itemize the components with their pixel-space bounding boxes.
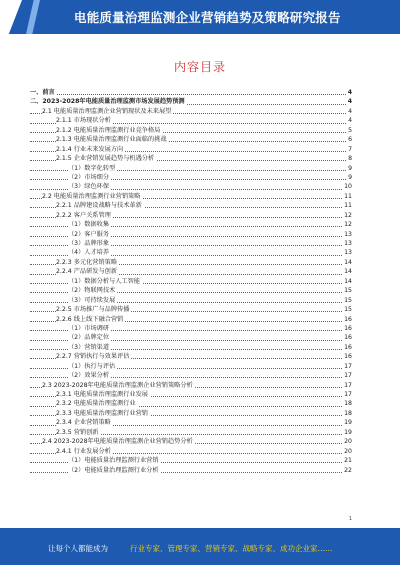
toc-entry-page: 12 — [344, 221, 352, 229]
toc-entry-page: 14 — [344, 268, 352, 276]
toc-entry-page: 21 — [344, 457, 352, 465]
toc-entry-label: 2.1.1 市场现状分析 — [56, 117, 111, 125]
toc-entry[interactable] — [30, 220, 352, 229]
toc-entry[interactable] — [30, 211, 352, 220]
toc-entry[interactable] — [30, 390, 352, 399]
toc-entry-page: 16 — [344, 334, 352, 342]
header-decoration — [0, 0, 22, 34]
toc-entry-page: 17 — [344, 391, 352, 398]
toc-entry[interactable] — [30, 418, 352, 427]
toc-entry-page: 15 — [344, 296, 352, 304]
toc-entry-page: 6 — [348, 136, 352, 144]
toc-entry[interactable] — [30, 296, 352, 305]
toc-entry-label: 2.3.5 营销创新 — [56, 428, 99, 436]
toc-entry-label: 2.3.3 电能质量治理监测行业营销 — [56, 409, 148, 417]
toc-entry[interactable] — [30, 466, 352, 475]
toc-entry[interactable] — [30, 154, 352, 163]
toc-entry-label: 2.2.6 线上线下融合营销 — [56, 315, 124, 323]
toc-entry-label: （4）人才培养 — [68, 249, 110, 257]
report-title: 电能质量治理监测企业营销趋势及策略研究报告 — [74, 10, 341, 25]
toc-entry-page: 5 — [348, 126, 352, 134]
toc-entry[interactable] — [30, 286, 352, 295]
toc-entry-label: 一、前言 — [30, 89, 55, 96]
toc-entry-label: 2.3.2 电能质量治理监测行业 — [56, 400, 136, 408]
toc-entry[interactable] — [30, 324, 352, 333]
toc-entry-page: 11 — [344, 202, 352, 210]
toc-entry[interactable] — [30, 258, 352, 267]
header-bar — [0, 0, 400, 34]
toc-entry-label: 2.1.3 电能质量治理监测行业面临的挑战 — [56, 136, 167, 144]
toc-entry-page: 16 — [344, 324, 352, 332]
toc-entry-page: 18 — [344, 400, 352, 408]
toc-entry[interactable] — [30, 164, 352, 173]
toc-entry-label: （2）电能质量治理监测行业分析 — [68, 466, 159, 474]
toc-entry-page: 16 — [344, 343, 352, 351]
toc-entry-label: 2.3.4 企业营销策略 — [56, 419, 111, 427]
toc-entry[interactable] — [30, 277, 352, 286]
toc-entry-page: 4 — [347, 98, 352, 106]
toc-entry[interactable] — [30, 107, 352, 116]
toc-entry-page: 15 — [344, 287, 352, 295]
toc-entry-label: 2.2.5 市场推广与品牌传播 — [56, 306, 130, 314]
toc-leader-dots — [30, 94, 352, 95]
toc-entry-label: （3）绿色环保 — [68, 183, 110, 191]
toc-entry-label: （1）电能质量治理监测行业营销 — [68, 457, 159, 465]
toc-entry[interactable] — [30, 97, 352, 106]
toc-entry[interactable] — [30, 399, 352, 408]
toc-entry-label: （2）物联网技术 — [68, 287, 116, 295]
toc-entry-label: 2.2.7 营销执行与效果评估 — [56, 353, 130, 361]
toc-entry-label: （1）数据收集 — [68, 221, 110, 229]
toc-entry-page: 22 — [344, 466, 352, 474]
toc-entry[interactable] — [30, 362, 352, 371]
toc-entry[interactable] — [30, 192, 352, 201]
toc-entry[interactable] — [30, 88, 352, 97]
toc-entry-page: 9 — [348, 173, 352, 181]
toc-entry[interactable] — [30, 305, 352, 314]
toc-entry-label: 2.3.1 电能质量治理监测行业发展 — [56, 391, 148, 398]
toc-entry-label: 2.3 2023-2028年电能质量治理监测企业营销策略分析 — [42, 381, 193, 389]
toc-entry-page: 7 — [348, 145, 352, 153]
toc-entry[interactable] — [30, 145, 352, 154]
toc-entry[interactable] — [30, 428, 352, 437]
toc-entry-page: 14 — [344, 277, 352, 285]
toc-entry-label: （2）品牌定位 — [68, 334, 110, 342]
toc-entry-page: 20 — [344, 447, 352, 455]
toc-entry-label: （3）营销渠道 — [68, 343, 110, 351]
toc-entry-page: 16 — [344, 353, 352, 361]
toc-entry-page: 12 — [344, 211, 352, 219]
page-number: 1 — [348, 516, 352, 522]
toc-entry-page: 13 — [344, 240, 352, 247]
toc-entry-label: 2.4 2023-2028年电能质量治理监测企业营销趋势分析 — [42, 438, 193, 446]
toc-entry-label: （1）市场调研 — [68, 324, 110, 332]
table-of-contents — [30, 88, 352, 475]
toc-entry-page: 16 — [344, 315, 352, 323]
toc-entry-page: 17 — [344, 362, 352, 370]
toc-entry-page: 4 — [348, 117, 352, 125]
toc-entry-label: 2.2 电能质量治理监测行业营销策略 — [42, 192, 141, 200]
footer-slogan: 行业专家、管理专家、营销专家、战略专家、成功企业家…… — [130, 544, 333, 553]
toc-entry-label: 2.1.5 企业营销发展趋势与机遇分析 — [56, 155, 155, 163]
toc-entry-label: （2）市场细分 — [68, 173, 110, 181]
toc-entry-label: 2.2.4 产品研发与创新 — [56, 268, 118, 276]
toc-entry[interactable] — [30, 230, 352, 239]
toc-entry-page: 9 — [348, 164, 352, 172]
toc-entry-label: 2.1 电能质量治理监测企业营销现状及未来展望 — [42, 107, 172, 115]
toc-entry-label: 2.4.1 行业发展分析 — [56, 447, 111, 455]
toc-entry[interactable] — [30, 409, 352, 418]
toc-entry[interactable] — [30, 173, 352, 182]
toc-entry[interactable] — [30, 371, 352, 380]
toc-entry-label: 2.2.2 客户关系管理 — [56, 211, 111, 219]
toc-entry[interactable] — [30, 182, 352, 191]
toc-entry[interactable] — [30, 116, 352, 125]
toc-entry-page: 11 — [344, 192, 352, 200]
toc-entry[interactable] — [30, 437, 352, 446]
toc-entry-page: 4 — [348, 107, 352, 115]
toc-entry-page: 17 — [344, 372, 352, 380]
toc-entry-page: 19 — [344, 428, 352, 436]
header-decoration-stripe — [26, 0, 40, 34]
footer-bar — [0, 528, 400, 565]
toc-entry[interactable] — [30, 135, 352, 144]
toc-entry-page: 20 — [344, 438, 352, 446]
toc-entry[interactable] — [30, 248, 352, 257]
toc-entry-label: （1）数字化转型 — [68, 164, 116, 172]
toc-entry[interactable] — [30, 447, 352, 456]
toc-entry[interactable] — [30, 333, 352, 342]
footer-lead: 让每个人都能成为 — [48, 544, 108, 553]
toc-entry-label: （3）可持续发展 — [68, 296, 116, 304]
toc-entry-label: 2.2.3 多元化营销策略 — [56, 258, 118, 266]
toc-entry-label: （3）品牌形象 — [68, 240, 110, 247]
toc-entry[interactable] — [30, 352, 352, 361]
toc-entry-label: （1）执行与评估 — [68, 362, 116, 370]
toc-entry-label: 2.2.1 品牌建设战略与技术革新 — [56, 202, 142, 210]
toc-entry[interactable] — [30, 126, 352, 135]
toc-entry-label: 2.1.4 行业未来发展方向 — [56, 145, 124, 153]
toc-entry-page: 10 — [344, 183, 352, 191]
toc-heading: 内容目录 — [173, 60, 226, 74]
toc-entry-page: 8 — [348, 155, 352, 163]
toc-entry[interactable] — [30, 381, 352, 390]
toc-entry[interactable] — [30, 315, 352, 324]
toc-entry-label: （2）客户服务 — [68, 230, 110, 238]
toc-entry-page: 19 — [344, 419, 352, 427]
toc-entry-page: 18 — [344, 409, 352, 417]
toc-entry-page: 4 — [347, 89, 352, 96]
toc-entry[interactable] — [30, 239, 352, 248]
toc-entry-page: 15 — [344, 306, 352, 314]
toc-entry-label: 二、2023-2028年电能质量治理监测市场发展趋势预测 — [30, 98, 185, 106]
toc-entry-label: 2.1.2 电能质量治理监测行业竞争格局 — [56, 126, 161, 134]
toc-entry-page: 17 — [344, 381, 352, 389]
toc-entry-label: （1）数据分析与人工智能 — [68, 277, 140, 285]
toc-entry[interactable] — [30, 267, 352, 276]
toc-entry[interactable] — [30, 456, 352, 465]
toc-entry-page: 13 — [344, 249, 352, 257]
toc-entry[interactable] — [30, 201, 352, 210]
toc-entry[interactable] — [30, 343, 352, 352]
toc-entry-page: 13 — [344, 230, 352, 238]
toc-entry-page: 14 — [344, 258, 352, 266]
toc-entry-label: （2）效果分析 — [68, 372, 110, 380]
